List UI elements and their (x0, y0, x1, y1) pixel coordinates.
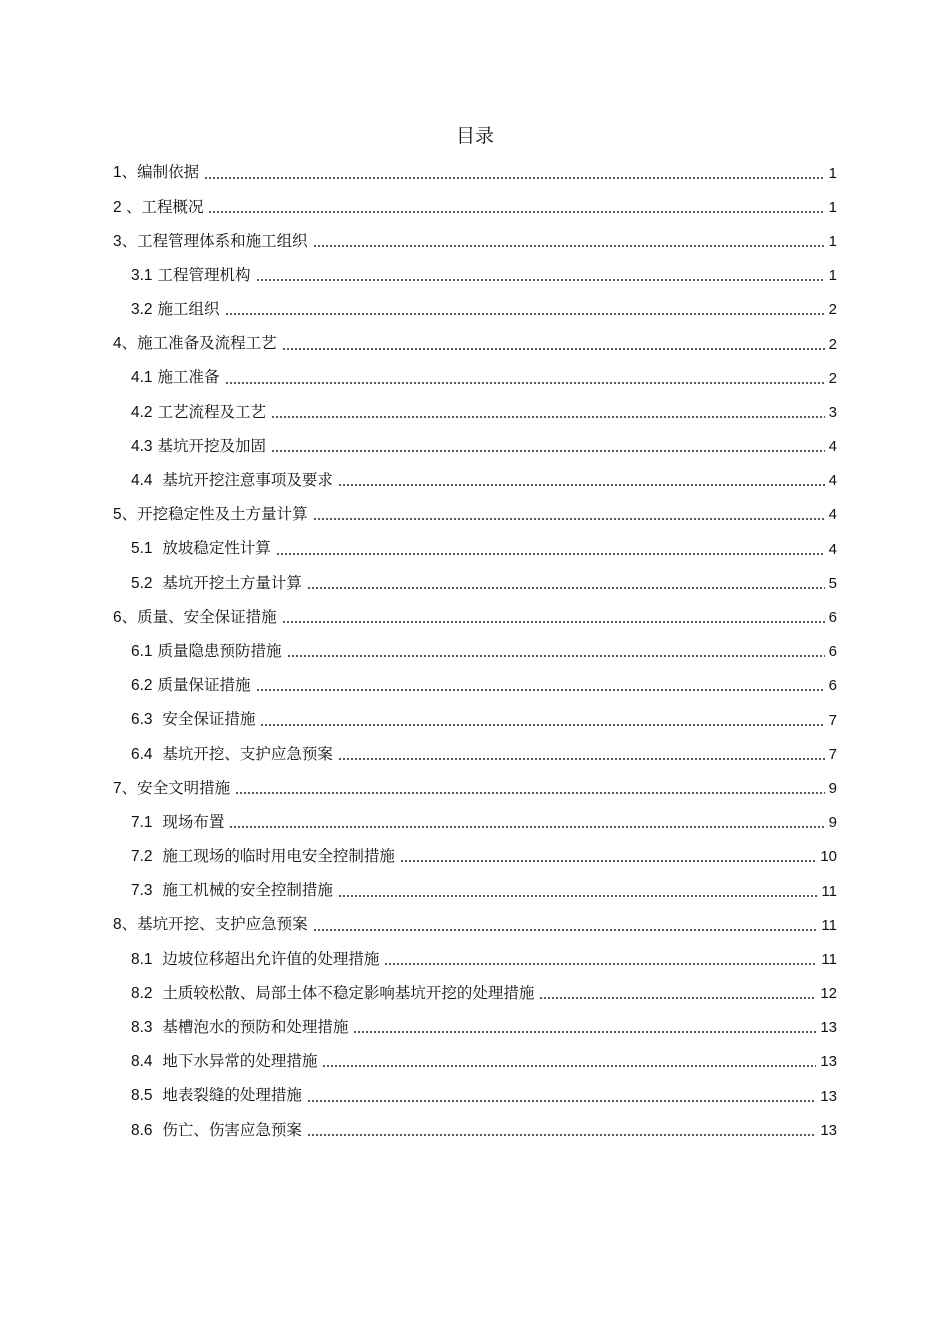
toc-entry-number: 6.1 (131, 642, 153, 660)
toc-entry-page-number: 4 (828, 506, 837, 524)
toc-entry-label (131, 473, 333, 489)
toc-entry-separator: 、 (121, 778, 138, 797)
toc-entry-text: 基坑开挖、支护应急预案 (137, 915, 308, 934)
toc-entry-label (131, 1054, 317, 1070)
dot-leader (313, 245, 825, 247)
toc-entry-separator (153, 1121, 163, 1139)
toc-entry-number: 8.6 (131, 1121, 153, 1139)
toc-entry-text: 施工准备 (157, 368, 220, 387)
dot-leader (539, 997, 816, 999)
dot-leader (322, 1065, 816, 1067)
toc-entry-page-number: 7 (828, 711, 837, 729)
toc-entry-number: 8.5 (131, 1087, 153, 1105)
toc-entry-text: 安全保证措施 (162, 710, 256, 729)
table-of-contents (113, 156, 837, 1147)
toc-entry-label (113, 165, 199, 181)
toc-entry-page-number: 4 (828, 438, 837, 456)
toc-entry-text: 地表裂缝的处理措施 (162, 1086, 302, 1105)
toc-entry-number: 2 (113, 198, 126, 216)
toc-entry-number: 5.1 (131, 540, 153, 558)
toc-entry-page-number: 1 (828, 267, 837, 285)
toc-entry-text: 施工准备及流程工艺 (137, 334, 277, 353)
dot-leader (229, 826, 824, 828)
toc-entry-separator (153, 539, 163, 557)
toc-entry-page-number: 11 (821, 916, 837, 934)
toc-entry-label (131, 678, 251, 694)
toc-title: 目录 (455, 125, 494, 147)
toc-entry-label (131, 1088, 302, 1104)
toc-entry[interactable] (113, 395, 837, 429)
dot-leader (235, 792, 825, 794)
toc-entry-text: 基坑开挖注意事项及要求 (162, 471, 333, 490)
toc-entry-text: 基坑开挖、支护应急预案 (162, 744, 333, 763)
dot-leader (282, 348, 825, 350)
toc-entry-label (113, 607, 277, 626)
toc-entry[interactable] (113, 908, 837, 942)
toc-entry-text: 边坡位移超出允许值的处理措施 (162, 949, 380, 968)
dot-leader (282, 621, 825, 623)
dot-leader (287, 655, 825, 657)
toc-entry-page-number: 10 (820, 848, 837, 866)
toc-entry-number: 8.4 (131, 1053, 153, 1071)
toc-entry-number: 4.4 (131, 472, 153, 490)
toc-entry-page-number: 1 (828, 232, 837, 250)
toc-entry-text: 工程管理机构 (157, 265, 251, 284)
dot-leader (208, 211, 824, 213)
toc-entry-number: 4 (113, 335, 122, 353)
toc-entry-separator: 、 (121, 915, 138, 934)
toc-entry-text: 基坑开挖土方量计算 (162, 573, 302, 592)
toc-entry-text: 安全文明措施 (137, 778, 231, 797)
toc-entry-separator (153, 1018, 163, 1036)
dot-leader (338, 484, 825, 486)
toc-entry[interactable] (113, 806, 837, 840)
toc-entry[interactable] (113, 224, 837, 258)
toc-entry-number: 7.3 (131, 882, 153, 900)
toc-entry-label (131, 883, 333, 899)
toc-entry-page-number: 1 (828, 164, 837, 182)
toc-entry-number: 7 (113, 779, 122, 797)
toc-entry[interactable] (113, 430, 837, 464)
toc-entry-separator: 、 (121, 505, 138, 524)
toc-entry-number: 8 (113, 916, 122, 934)
toc-entry-page-number: 11 (821, 882, 837, 900)
toc-entry-text: 工程概况 (141, 197, 204, 216)
toc-entry-page-number: 4 (828, 472, 837, 490)
toc-entry-label (113, 231, 308, 250)
toc-entry[interactable] (113, 464, 837, 498)
toc-entry-text: 施工组织 (157, 300, 220, 319)
toc-entry[interactable] (113, 1079, 837, 1113)
toc-entry-text: 施工机械的安全控制措施 (162, 881, 333, 900)
toc-entry-page-number: 6 (828, 677, 837, 695)
toc-entry[interactable] (113, 703, 837, 737)
dot-leader (271, 416, 825, 418)
dot-leader (313, 518, 825, 520)
toc-entry-number: 4.1 (131, 369, 153, 387)
toc-entry-page-number: 13 (820, 1087, 837, 1105)
toc-entry-text: 开挖稳定性及土方量计算 (137, 505, 308, 524)
toc-entry[interactable] (113, 293, 837, 327)
toc-entry-page-number: 13 (820, 1121, 837, 1139)
dot-leader (307, 1134, 816, 1136)
toc-entry-label (113, 917, 308, 933)
toc-entry-label (131, 573, 302, 592)
toc-entry-number: 6 (113, 608, 122, 626)
toc-entry[interactable] (113, 498, 837, 532)
toc-entry-number: 5.2 (131, 574, 153, 592)
toc-entry-label (131, 265, 251, 284)
toc-entry-separator (153, 950, 163, 968)
toc-entry-label (131, 436, 267, 455)
dot-leader (307, 1100, 816, 1102)
toc-entry-page-number: 3 (828, 403, 837, 421)
dot-leader (204, 177, 825, 179)
toc-entry[interactable] (113, 327, 837, 361)
toc-entry-number: 5 (113, 506, 122, 524)
toc-entry-page-number: 6 (828, 643, 837, 661)
toc-entry-text: 土质较松散、局部土体不稳定影响基坑开挖的处理措施 (162, 983, 535, 1002)
toc-entry-label (131, 1020, 348, 1036)
dot-leader (256, 279, 825, 281)
toc-entry-label (131, 744, 333, 763)
dot-leader (338, 895, 817, 897)
toc-entry[interactable] (113, 977, 837, 1011)
toc-entry-page-number: 5 (828, 574, 837, 592)
toc-entry-number: 8.1 (131, 950, 153, 968)
toc-entry-text: 质量、安全保证措施 (137, 607, 277, 626)
dot-leader (353, 1031, 816, 1033)
toc-entry-separator: 、 (121, 231, 138, 250)
toc-entry-label (131, 541, 271, 557)
dot-leader (400, 860, 816, 862)
toc-entry-text: 基坑开挖及加固 (157, 436, 267, 455)
dot-leader (260, 724, 824, 726)
toc-entry[interactable] (113, 669, 837, 703)
toc-entry-page-number: 2 (828, 369, 837, 387)
toc-entry-separator: 、 (121, 334, 138, 353)
toc-entry-label (131, 370, 220, 386)
toc-entry-page-number: 11 (821, 950, 837, 968)
toc-entry-page-number: 9 (828, 814, 837, 832)
toc-entry-number: 6.4 (131, 745, 153, 763)
toc-entry-text: 基槽泡水的预防和处理措施 (162, 1018, 349, 1037)
toc-entry[interactable] (113, 874, 837, 908)
toc-entry[interactable] (113, 566, 837, 600)
toc-entry-number: 3.1 (131, 266, 153, 284)
toc-entry-label (131, 641, 282, 660)
toc-entry-page-number: 2 (828, 301, 837, 319)
toc-entry[interactable] (113, 635, 837, 669)
toc-entry-number: 1 (113, 164, 122, 182)
dot-leader (313, 929, 818, 931)
toc-entry-text: 工艺流程及工艺 (157, 402, 267, 421)
dot-leader (225, 382, 825, 384)
toc-entry-number: 8.2 (131, 984, 153, 1002)
toc-entry-separator: 、 (125, 197, 142, 216)
toc-entry-text: 质量隐患预防措施 (157, 641, 282, 660)
toc-entry-number: 4.3 (131, 437, 153, 455)
toc-entry-text: 现场布置 (162, 812, 225, 831)
toc-entry-number: 7.1 (131, 813, 153, 831)
toc-entry-separator (153, 984, 163, 1002)
dot-leader (338, 758, 825, 760)
toc-entry-separator (153, 574, 163, 592)
dot-leader (384, 963, 817, 965)
toc-entry[interactable] (113, 1045, 837, 1079)
toc-entry-text: 质量保证措施 (157, 676, 251, 695)
toc-entry-label (131, 1120, 302, 1139)
dot-leader (271, 450, 825, 452)
toc-entry-number: 7.2 (131, 848, 153, 866)
toc-entry[interactable] (113, 532, 837, 566)
toc-entry-number: 4.2 (131, 403, 153, 421)
toc-entry[interactable] (113, 840, 837, 874)
toc-entry-separator (153, 847, 163, 865)
toc-entry-number: 3.2 (131, 301, 153, 319)
toc-entry-label (131, 302, 220, 318)
toc-entry[interactable] (113, 600, 837, 634)
toc-entry-label (113, 507, 308, 523)
toc-entry-label (131, 949, 380, 968)
dot-leader (225, 313, 825, 315)
toc-entry-separator (153, 1052, 163, 1070)
toc-entry-number: 6.3 (131, 711, 153, 729)
toc-entry[interactable] (113, 259, 837, 293)
dot-leader (307, 587, 825, 589)
toc-entry-label (131, 812, 225, 831)
toc-entry[interactable] (113, 1113, 837, 1147)
toc-entry-label (131, 712, 255, 728)
toc-entry[interactable] (113, 771, 837, 805)
toc-entry-label (113, 336, 277, 352)
toc-entry-page-number: 6 (828, 609, 837, 627)
toc-entry-separator (153, 745, 163, 763)
toc-entry-number: 3 (113, 232, 122, 250)
toc-entry[interactable] (113, 361, 837, 395)
toc-entry-separator (153, 471, 163, 489)
toc-entry-text: 伤亡、伤害应急预案 (162, 1120, 302, 1139)
dot-leader (256, 689, 825, 691)
toc-entry-separator (153, 813, 163, 831)
toc-entry-label (113, 197, 204, 216)
toc-entry[interactable] (113, 1011, 837, 1045)
toc-entry-separator: 、 (121, 607, 138, 626)
toc-entry-label (113, 778, 231, 797)
toc-entry-text: 工程管理体系和施工组织 (137, 231, 308, 250)
toc-entry-separator (153, 710, 163, 728)
toc-entry-separator: 、 (121, 163, 138, 182)
toc-entry-label (131, 402, 267, 421)
toc-entry-text: 施工现场的临时用电安全控制措施 (162, 847, 395, 866)
toc-entry-separator (153, 1086, 163, 1104)
toc-entry-page-number: 12 (820, 985, 837, 1003)
toc-entry[interactable] (113, 737, 837, 771)
toc-entry-text: 编制依据 (137, 163, 200, 182)
toc-entry-page-number: 1 (828, 198, 837, 216)
toc-entry-page-number: 4 (828, 540, 837, 558)
toc-entry-separator (153, 881, 163, 899)
toc-entry-page-number: 7 (828, 745, 837, 763)
toc-entry-label (131, 983, 535, 1002)
toc-entry-number: 6.2 (131, 677, 153, 695)
toc-entry-page-number: 2 (828, 335, 837, 353)
toc-entry[interactable] (113, 156, 837, 190)
toc-entry-page-number: 9 (828, 779, 837, 797)
toc-entry-text: 放坡稳定性计算 (162, 539, 271, 558)
toc-entry-number: 8.3 (131, 1019, 153, 1037)
toc-entry-page-number: 13 (820, 1019, 837, 1037)
toc-entry-label (131, 849, 395, 865)
toc-entry[interactable] (113, 190, 837, 224)
toc-entry[interactable] (113, 942, 837, 976)
dot-leader (276, 553, 825, 555)
toc-entry-page-number: 13 (820, 1053, 837, 1071)
toc-entry-text: 地下水异常的处理措施 (162, 1052, 318, 1071)
